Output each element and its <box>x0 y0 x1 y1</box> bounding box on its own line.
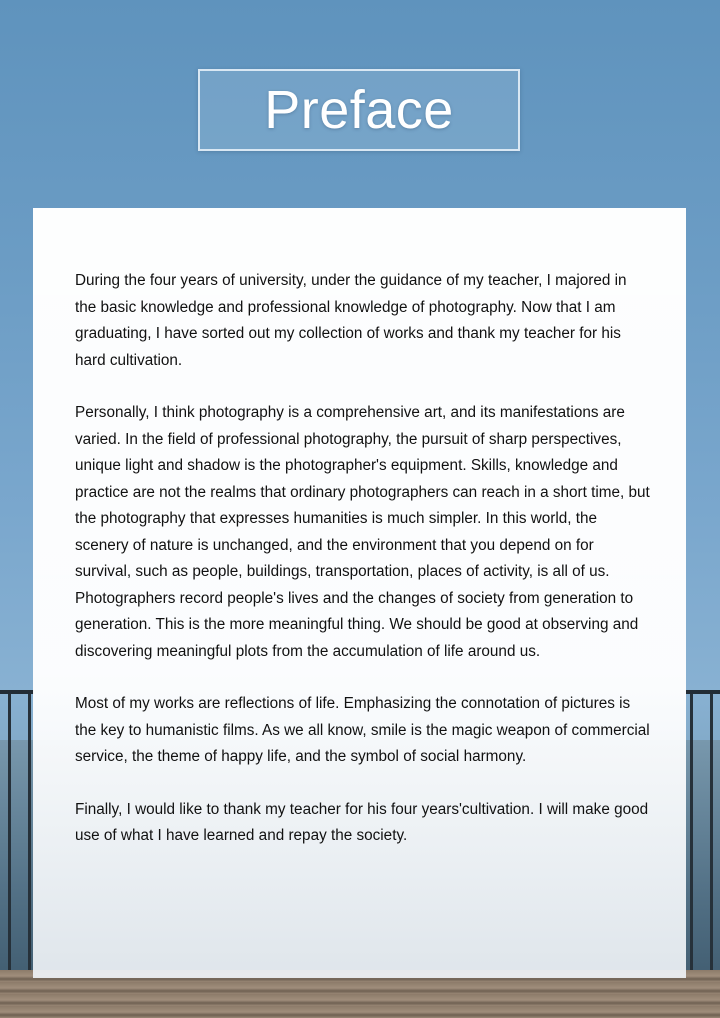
title-frame <box>198 69 520 151</box>
paragraph-4: Finally, I would like to thank my teacher for his four years'cultivation. I will make good use of what I have learned and repay the society. <box>75 800 649 844</box>
text-panel <box>33 208 686 978</box>
paragraph-1: During the four years of university, under the guidance of my teacher, I majored in the basic knowledge and professional knowledge of photography. Now that I am graduating, I have sorted out my collection of works and thank my teacher for his hard cultivation. <box>75 272 627 369</box>
pier-railing-right <box>686 690 720 984</box>
pier-railing-left <box>0 690 34 984</box>
paragraph-3: Most of my works are reflections of life. Emphasizing the connotation of pictures is the key to humanistic films. As we all know, smile is the magic weapon of commercial service, the theme of happy life, and the symbol of social harmony. <box>75 695 650 765</box>
page-title: Preface <box>264 80 454 140</box>
paragraph-2: Personally, I think photography is a comprehensive art, and its manifestations are varied. In the field of professional photography, the pursuit of sharp perspectives, unique light and shadow is the photographer's equipment. Skills, knowledge and practice are not the realms that ordinary photographers can reach in a short time, but the photography that expresses humanities is much simpler. In this world, the scenery of nature is unchanged, and the environment that you depend on for survival, such as people, buildings, transportation, places of activity, is all of us. Photographers record people's lives and the changes of society from generation to generation. This is the more meaningful thing. We should be good at observing and discovering meaningful plots from the accumulation of life around us. <box>75 404 650 660</box>
